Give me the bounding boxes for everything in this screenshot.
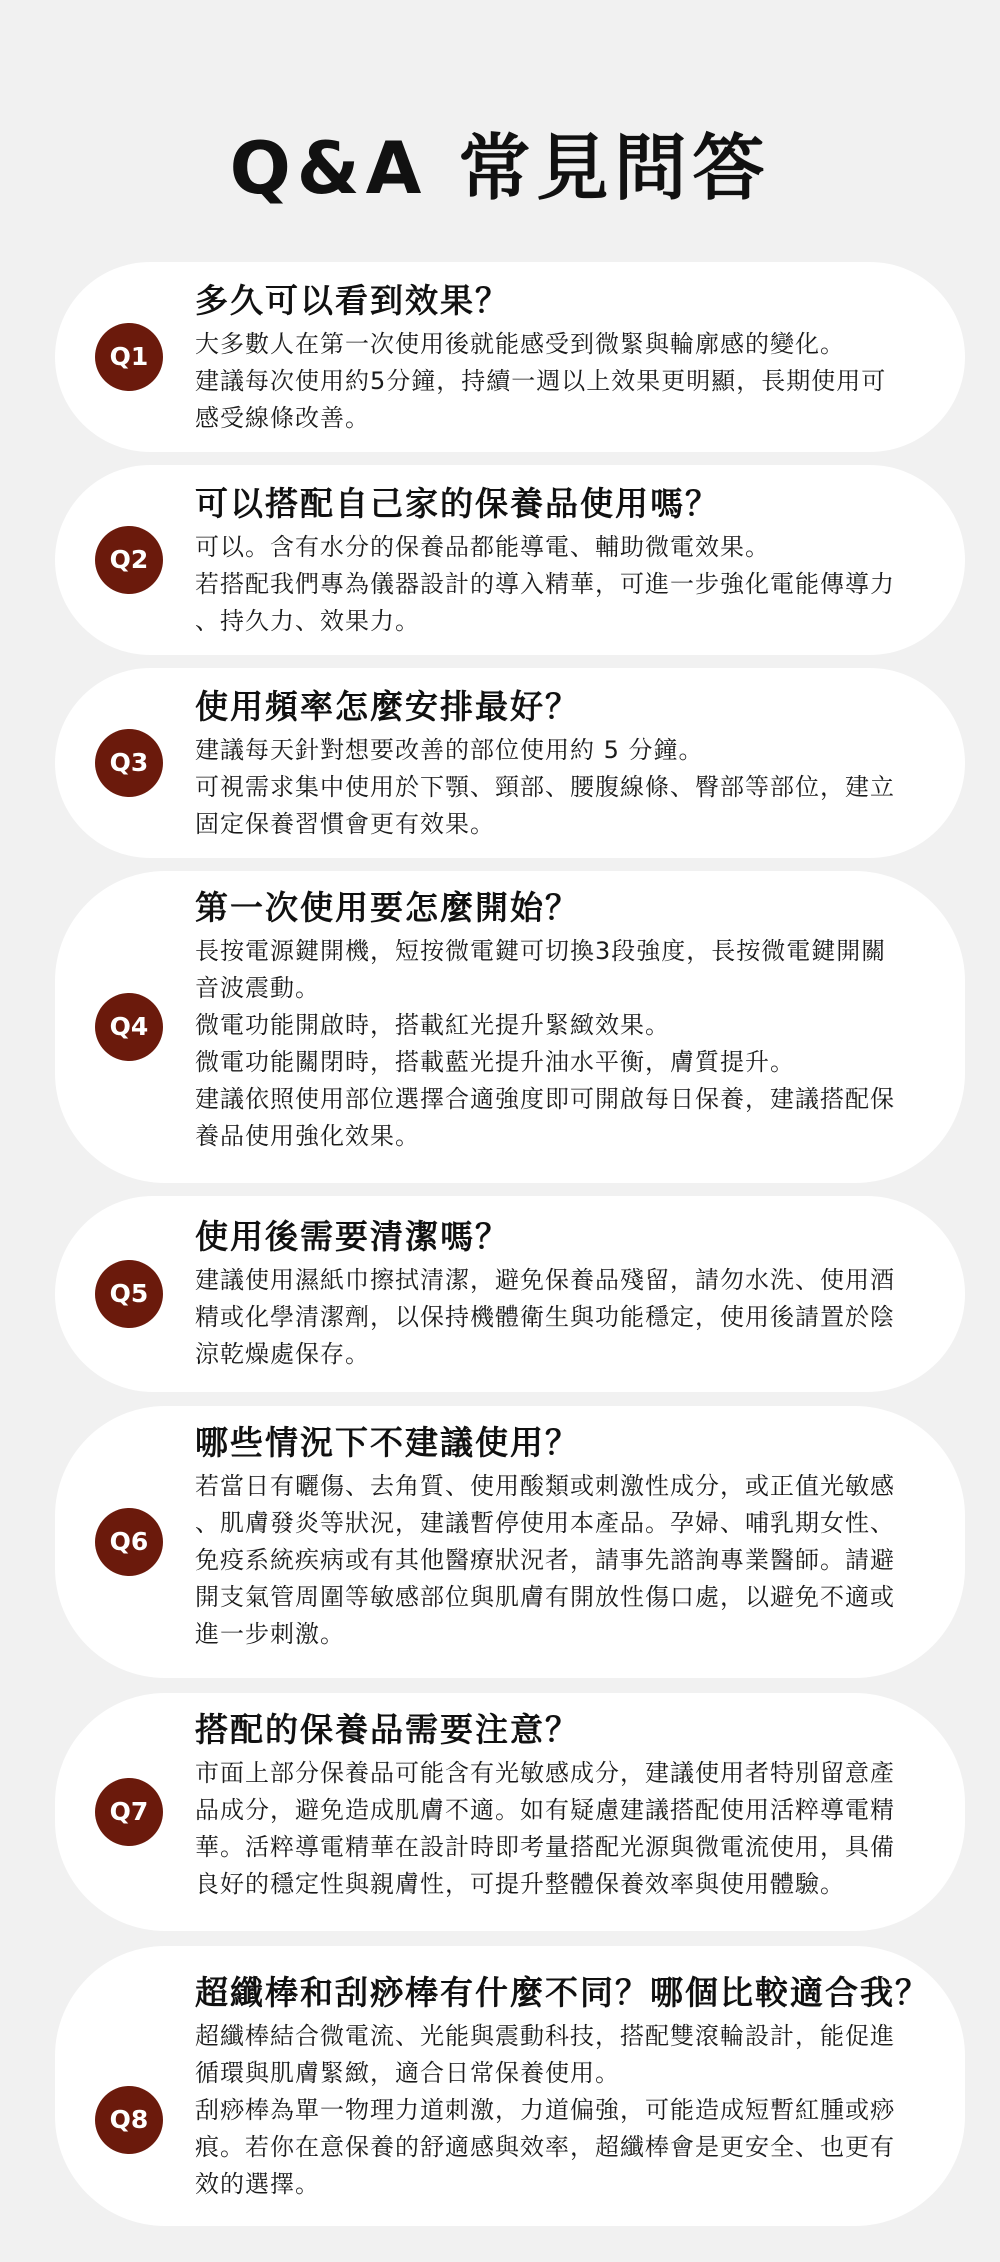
- answer-line: 痕。若你在意保養的舒適感與效率，超纖棒會是更安全、也更有: [195, 2133, 895, 2161]
- answer-line: 涼乾燥處保存。: [195, 1340, 370, 1368]
- answer-line: 可以。含有水分的保養品都能導電、輔助微電效果。: [195, 533, 770, 561]
- q8-badge: Q8: [95, 2086, 163, 2154]
- answer-line: 、持久力、效果力。: [195, 607, 420, 635]
- answer-line: 微電功能關閉時，搭載藍光提升油水平衡，膚質提升。: [195, 1048, 795, 1076]
- answer-line: 市面上部分保養品可能含有光敏感成分，建議使用者特別留意產: [195, 1759, 895, 1787]
- answer-line: 開支氣管周圍等敏感部位與肌膚有開放性傷口處，以避免不適或: [195, 1583, 895, 1611]
- page-title: Q&A 常見問答: [229, 126, 771, 210]
- q8-question: 超纖棒和刮痧棒有什麼不同？哪個比較適合我？: [195, 1973, 930, 2012]
- faq-card-q2: [55, 465, 965, 655]
- q4-badge: Q4: [95, 993, 163, 1061]
- answer-line: 音波震動。: [195, 974, 320, 1002]
- answer-line: 若當日有曬傷、去角質、使用酸類或刺激性成分，或正值光敏感: [195, 1472, 895, 1500]
- q7-question: 搭配的保養品需要注意？: [195, 1710, 580, 1749]
- answer-line: 建議每天針對想要改善的部位使用約 5 分鐘。: [195, 736, 704, 764]
- answer-line: 建議使用濕紙巾擦拭清潔，避免保養品殘留，請勿水洗、使用酒: [195, 1266, 895, 1294]
- q7-badge: Q7: [95, 1778, 163, 1846]
- answer-line: 品成分，避免造成肌膚不適。如有疑慮建議搭配使用活粹導電精: [195, 1796, 895, 1824]
- answer-line: 循環與肌膚緊緻，適合日常保養使用。: [195, 2059, 620, 2087]
- q6-badge: Q6: [95, 1508, 163, 1576]
- answer-line: 免疫系統疾病或有其他醫療狀況者，請事先諮詢專業醫師。請避: [195, 1546, 895, 1574]
- q2-question: 可以搭配自己家的保養品使用嗎？: [195, 484, 720, 523]
- answer-line: 可視需求集中使用於下顎、頸部、腰腹線條、臀部等部位，建立: [195, 773, 895, 801]
- answer-line: 效的選擇。: [195, 2170, 320, 2198]
- faq-card-q6: [55, 1406, 965, 1678]
- answer-line: 超纖棒結合微電流、光能與震動科技，搭配雙滾輪設計，能促進: [195, 2022, 895, 2050]
- faq-card-q4: [55, 871, 965, 1183]
- answer-line: 精或化學清潔劑，以保持機體衛生與功能穩定，使用後請置於陰: [195, 1303, 895, 1331]
- faq-card-q5: [55, 1196, 965, 1392]
- q1-question: 多久可以看到效果？: [195, 281, 510, 320]
- q4-answer: [195, 933, 931, 1155]
- q8-answer: [195, 2018, 931, 2203]
- answer-line: 良好的穩定性與親膚性，可提升整體保養效率與使用體驗。: [195, 1870, 845, 1898]
- q2-answer: [195, 529, 931, 640]
- faq-card-q3: [55, 668, 965, 858]
- answer-line: 建議每次使用約5分鐘，持續一週以上效果更明顯，長期使用可: [195, 367, 887, 395]
- answer-line: 養品使用強化效果。: [195, 1122, 420, 1150]
- answer-line: 刮痧棒為單一物理力道刺激，力道偏強，可能造成短暫紅腫或痧: [195, 2096, 895, 2124]
- answer-line: 華。活粹導電精華在設計時即考量搭配光源與微電流使用，具備: [195, 1833, 895, 1861]
- q5-badge: Q5: [95, 1260, 163, 1328]
- q1-badge: Q1: [95, 323, 163, 391]
- answer-line: 固定保養習慣會更有效果。: [195, 810, 495, 838]
- answer-line: 大多數人在第一次使用後就能感受到微緊與輪廓感的變化。: [195, 330, 845, 358]
- q6-answer: [195, 1468, 931, 1653]
- q1-answer: [195, 326, 931, 437]
- q3-answer: [195, 732, 931, 843]
- answer-line: 建議依照使用部位選擇合適強度即可開啟每日保養，建議搭配保: [195, 1085, 895, 1113]
- q7-answer: [195, 1755, 931, 1903]
- answer-line: 感受線條改善。: [195, 404, 370, 432]
- q2-badge: Q2: [95, 526, 163, 594]
- answer-line: 若搭配我們專為儀器設計的導入精華，可進一步強化電能傳導力: [195, 570, 895, 598]
- q4-question: 第一次使用要怎麼開始？: [195, 888, 580, 927]
- q5-question: 使用後需要清潔嗎？: [195, 1217, 510, 1256]
- answer-line: 進一步刺激。: [195, 1620, 345, 1648]
- q6-question: 哪些情況下不建議使用？: [195, 1423, 580, 1462]
- answer-line: 微電功能開啟時，搭載紅光提升緊緻效果。: [195, 1011, 670, 1039]
- faq-card-q8: [55, 1946, 965, 2226]
- faq-card-q7: [55, 1693, 965, 1931]
- q3-question: 使用頻率怎麼安排最好？: [195, 687, 580, 726]
- answer-line: 、肌膚發炎等狀況，建議暫停使用本產品。孕婦、哺乳期女性、: [195, 1509, 895, 1537]
- faq-card-q1: [55, 262, 965, 452]
- answer-line: 長按電源鍵開機，短按微電鍵可切換3段強度，長按微電鍵開關: [195, 937, 887, 965]
- q3-badge: Q3: [95, 729, 163, 797]
- q5-answer: [195, 1262, 931, 1373]
